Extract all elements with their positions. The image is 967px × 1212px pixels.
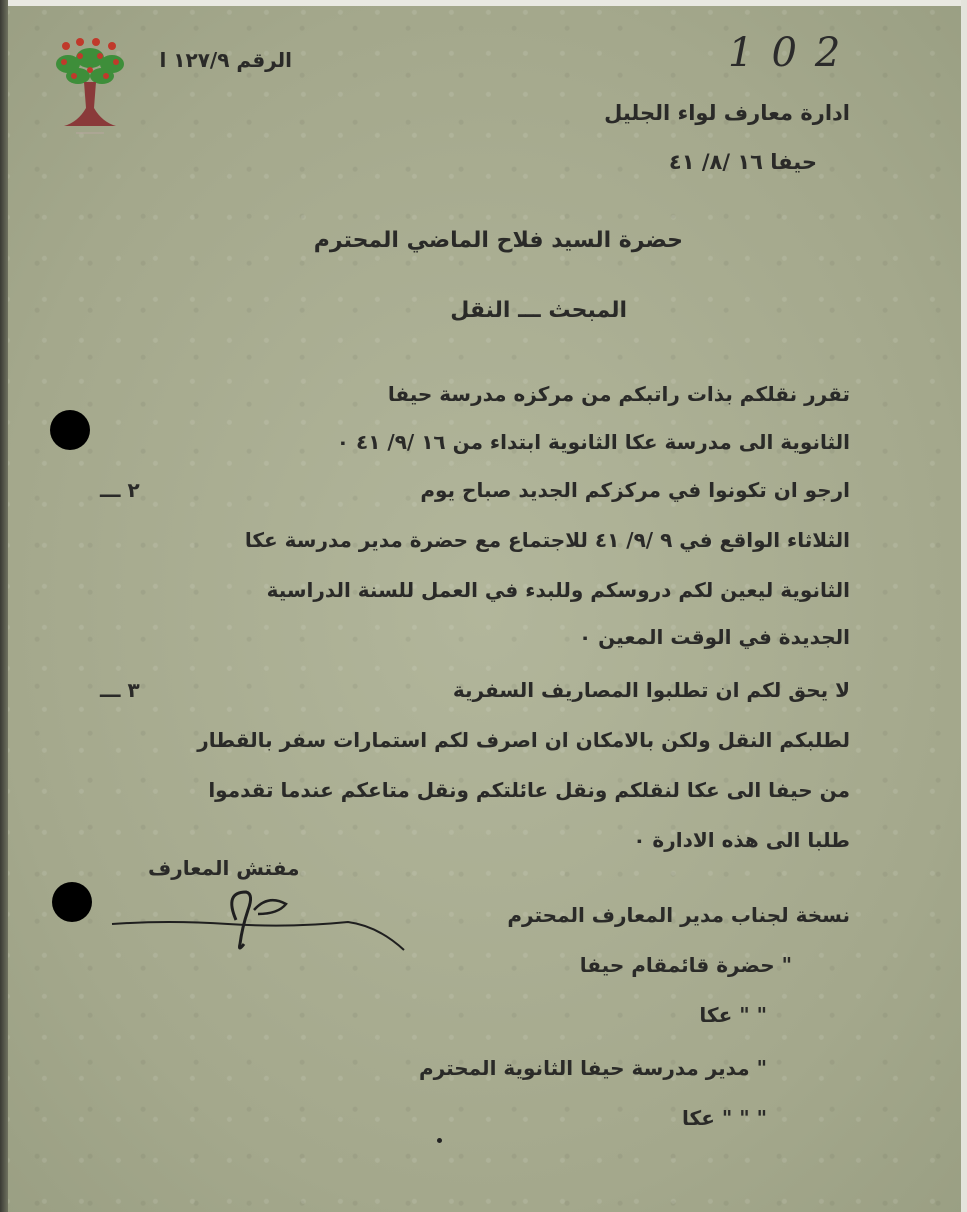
body-p3-line2: لطلبكم النقل ولكن بالامكان ان اصرف لكم استمارات سفر بالقطار	[197, 728, 850, 752]
body-p1-line1: تقرر نقلكم بذات راتبكم من مركزه مدرسة حيفا	[387, 382, 850, 406]
tree-logo-icon	[50, 36, 130, 136]
body-p2-line3: الثانوية ليعين لكم دروسكم وللبدء في العمل للسنة الدراسية	[266, 578, 850, 602]
punch-hole-bottom	[52, 882, 92, 922]
copy-line-2: " حضرة قائمقام حيفا	[579, 953, 792, 977]
place-date: حيفا ١٦ /٨/ ٤١	[668, 150, 817, 174]
paragraph-number-2: ٢ ـــ	[100, 478, 140, 502]
body-p2-line2: الثلاثاء الواقع في ٩ /٩/ ٤١ للاجتماع مع حضرة مدير مدرسة عكا	[244, 528, 850, 552]
page-edge-top	[0, 0, 967, 6]
subject-line: المبحث ـــ النقل	[450, 298, 627, 323]
body-p3-line4: طلبا الى هذه الادارة ٠	[633, 828, 850, 852]
page-edge-left	[0, 0, 8, 1212]
reference-number: الرقم ١٢٧/٩ ا	[159, 48, 292, 72]
copy-line-4: " مدير مدرسة حيفا الثانوية المحترم	[418, 1056, 767, 1080]
body-p1-line2: الثانوية الى مدرسة عكا الثانوية ابتداء من ١٦ /٩/ ٤١ ٠	[336, 430, 850, 454]
copy-line-5: " " " عكا	[682, 1106, 767, 1130]
body-p2-line1: ارجو ان تكونوا في مركزكم الجديد صباح يوم	[420, 478, 850, 502]
signature-title: مفتش المعارف	[148, 856, 300, 880]
copy-line-3: " " عكا	[699, 1003, 767, 1027]
body-p3-line3: من حيفا الى عكا لنقلكم ونقل عائلتكم ونقل متاعكم عندما تقدموا	[208, 778, 850, 802]
punch-hole-top	[50, 410, 90, 450]
copy-line-1: نسخة لجناب مدير المعارف المحترم	[507, 903, 850, 927]
handwritten-signature	[108, 880, 408, 970]
body-p2-line4: الجديدة في الوقت المعين ٠	[579, 625, 850, 649]
paragraph-number-3: ٣ ـــ	[100, 678, 140, 702]
archive-number: 102	[728, 30, 859, 76]
body-p3-line1: لا يحق لكم ان تطلبوا المصاريف السفرية	[452, 678, 850, 702]
office-header: ادارة معارف لواء الجليل	[604, 101, 850, 125]
ink-dot	[437, 1138, 442, 1143]
page-edge-right	[961, 0, 967, 1212]
addressee: حضرة السيد فلاح الماضي المحترم	[313, 228, 683, 253]
